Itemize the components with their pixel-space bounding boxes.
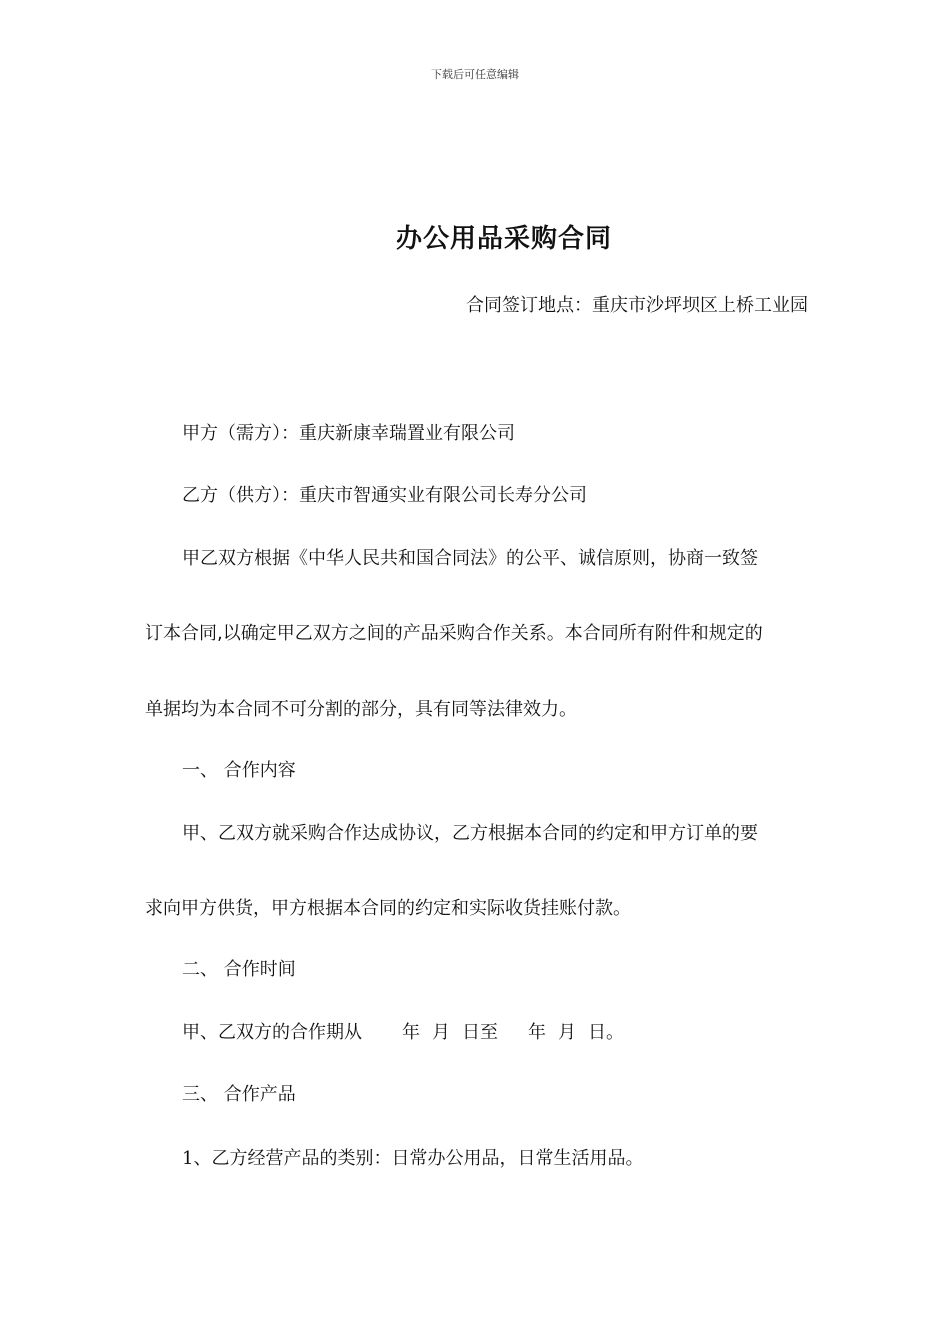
period-year-2: 年 [528,1022,546,1043]
period-day-2: 日。 [588,1022,624,1043]
section-2-heading: 二、 合作时间 [182,959,296,980]
page-header: 下载后可任意编辑 [431,68,519,81]
section-1-heading: 一、 合作内容 [182,760,296,781]
period-year-1: 年 [402,1022,420,1043]
party-b-line [182,483,806,509]
period-day-1: 日至 [462,1022,498,1043]
period-month-1: 月 [432,1022,450,1043]
item-1-number: 1 [182,1148,194,1169]
intro-line-1: 甲乙双方根据《中华人民共和国合同法》的公平、诚信原则，协商一致签 [182,548,758,569]
section-3-item-1 [182,1146,806,1172]
contract-title: 办公用品采购合同 [395,224,612,254]
party-a-label: 甲方（需方）： [182,423,299,444]
intro-line-2: 订本合同,以确定甲乙双方之间的产品采购合作关系。本合同所有附件和规定的 [145,623,763,644]
item-1-text: 、乙方经营产品的类别：日常办公用品，日常生活用品。 [193,1148,644,1169]
period-prefix: 甲、乙双方的合作期从 [182,1022,362,1043]
party-a-name: 重庆新康幸瑞置业有限公司 [299,423,515,444]
section-1-line-1: 甲、乙双方就采购合作达成协议，乙方根据本合同的约定和甲方订单的要 [182,823,758,844]
sign-place: 合同签订地点：重庆市沙坪坝区上桥工业园 [466,295,808,316]
section-2-period [182,1020,806,1046]
period-month-2: 月 [558,1022,576,1043]
intro-line-3: 单据均为本合同不可分割的部分，具有同等法律效力。 [145,699,577,720]
party-a-line [182,421,806,447]
section-1-line-2: 求向甲方供货，甲方根据本合同的约定和实际收货挂账付款。 [145,898,631,919]
section-3-heading: 三、 合作产品 [182,1084,296,1105]
party-b-name: 重庆市智通实业有限公司长寿分公司 [299,485,587,506]
party-b-label: 乙方（供方）： [182,485,299,506]
